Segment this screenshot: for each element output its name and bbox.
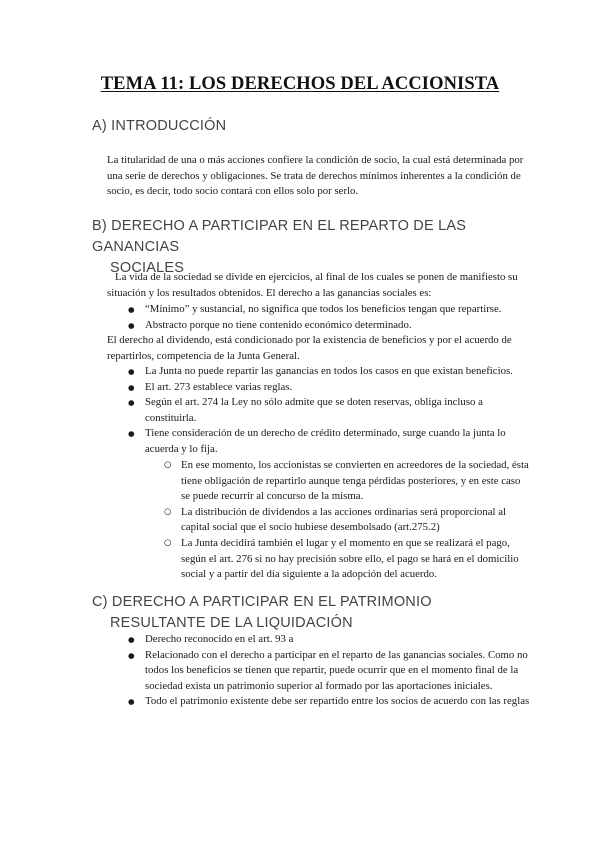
section-a-paragraph: La titularidad de una o más acciones confiere la condición de socio, la cual está determinada por una serie de derechos y obligaciones. Se trata de derechos mínimos inherentes a la condición de socio, es decir, todo socio contará con ellos solo por serlo. xyxy=(107,154,524,198)
section-c-heading-line1: C) DERECHO A PARTICIPAR EN EL PATRIMONIO xyxy=(92,594,432,610)
section-b-intro: La vida de la sociedad se divide en ejercicios, al final de los cuales se ponen de manifiesto su situación y los resultados obtenidos. El derecho a las ganancias sociales es: xyxy=(107,271,518,299)
section-a-heading: A) INTRODUCCIÓN xyxy=(92,118,227,134)
document-title: TEMA 11: LOS DERECHOS DEL ACCIONISTA xyxy=(100,74,500,94)
list-item: ● La Junta no puede repartir las ganancias en todos los casos en que existan beneficios. xyxy=(145,364,532,380)
list-item: ○ En ese momento, los accionistas se convierten en acreedores de la sociedad, ésta tiene obligación de repartirlo aunque tenga pérdidas posteriores, y en este caso se puede recurrir al concurso de la misma. xyxy=(181,458,532,505)
list-item: ● Todo el patrimonio existente debe ser repartido entre los socios de acuerdo con las reglas xyxy=(145,694,532,710)
section-c-heading xyxy=(92,592,542,634)
section-c-bullets xyxy=(145,632,532,710)
list-item: ● Derecho reconocido en el art. 93 a xyxy=(145,632,532,648)
list-item: ○ La distribución de dividendos a las acciones ordinarias será proporcional al capital social que el socio hubiese desembolsado (art.275.2) xyxy=(181,505,532,536)
list-item: ● “Mínimo” y sustancial, no significa que todos los beneficios tengan que repartirse. xyxy=(145,302,532,318)
section-b-bullets-1 xyxy=(145,302,532,333)
section-c-heading-line2: RESULTANTE DE LA LIQUIDACIÓN xyxy=(110,615,353,631)
list-item: ● Relacionado con el derecho a participar en el reparto de las ganancias sociales. Como no todos los beneficios se tienen que repartir, puede ocurrir que en el momento final de la sociedad exista un patrimonio superior al formado por las aportaciones iniciales. xyxy=(145,648,532,695)
section-b-heading-line2: SOCIALES xyxy=(110,260,185,276)
list-item: ● El art. 273 establece varias reglas. xyxy=(145,380,532,396)
section-b-subbullets xyxy=(181,458,532,583)
list-item: ○ La Junta decidirá también el lugar y el momento en que se realizará el pago, según el art. 276 si no hay precisión sobre ello, el pago se hará en el domicilio social y a partir del día siguiente a la adopción del acuerdo. xyxy=(181,536,532,583)
list-item: ● Según el art. 274 la Ley no sólo admite que se doten reservas, obliga incluso a constituirla. xyxy=(145,395,532,426)
list-item: ● Abstracto porque no tiene contenido económico determinado. xyxy=(145,318,532,334)
section-b-paragraph-2: El derecho al dividendo, está condicionado por la existencia de beneficios y por el acuerdo de repartirlos, competencia de la Junta General. xyxy=(107,334,512,362)
section-b-heading-line1: B) DERECHO A PARTICIPAR EN EL REPARTO DE LAS GANANCIAS xyxy=(92,218,467,255)
section-b-bullets-2 xyxy=(145,364,532,458)
list-item: ● Tiene consideración de un derecho de crédito determinado, surge cuando la junta lo acuerda y lo fija. xyxy=(145,426,532,457)
